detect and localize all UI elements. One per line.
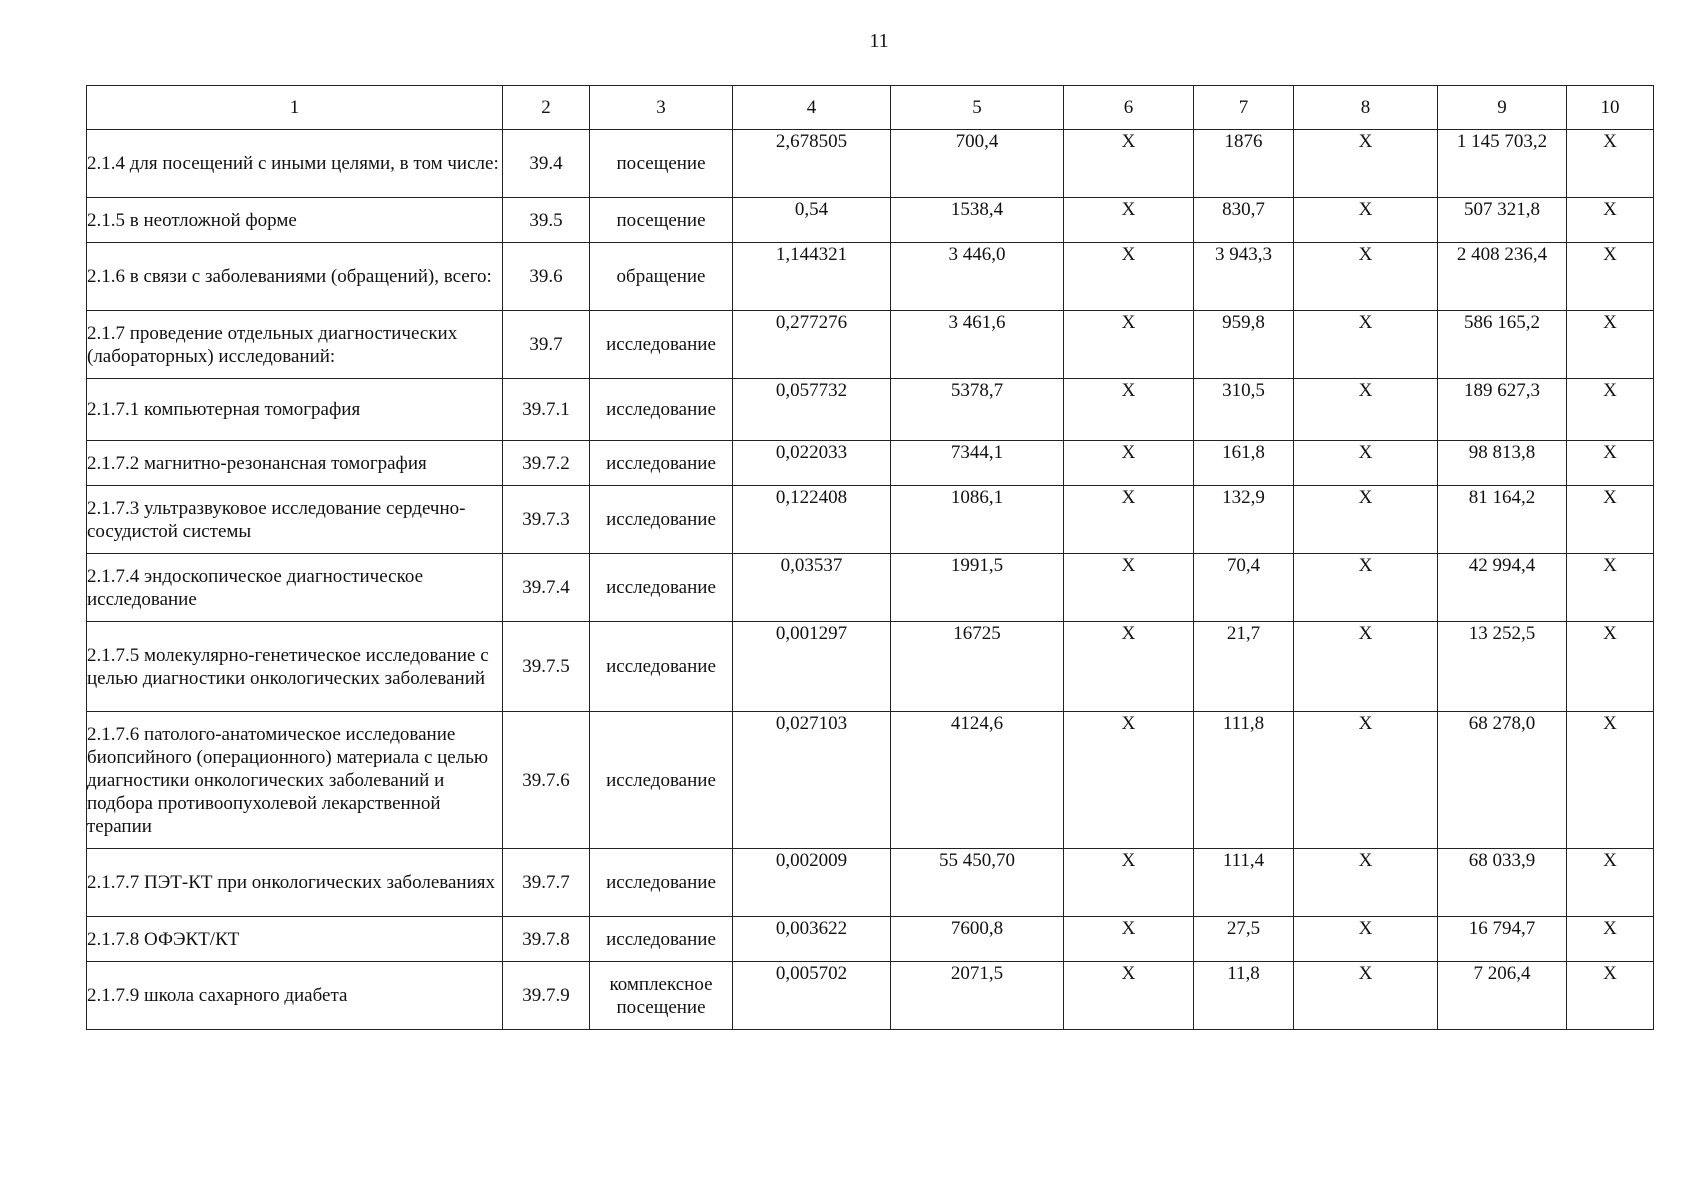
table-row [87,622,1654,712]
row-col7: 27,5 [1194,917,1294,962]
row-col4: 0,277276 [733,311,891,379]
row-col6: X [1064,379,1194,441]
row-col6: X [1064,243,1194,311]
row-col5: 1538,4 [891,198,1064,243]
table-row [87,917,1654,962]
row-col8: X [1294,311,1438,379]
row-unit: исследование [590,379,733,441]
row-col4: 0,022033 [733,441,891,486]
row-col8: X [1294,622,1438,712]
row-col7: 111,8 [1194,712,1294,849]
table-row [87,198,1654,243]
row-name: 2.1.7.1 компьютерная томография [87,379,503,441]
row-name: 2.1.5 в неотложной форме [87,198,503,243]
row-col4: 0,54 [733,198,891,243]
row-col5: 1991,5 [891,554,1064,622]
row-col5: 55 450,70 [891,849,1064,917]
row-code: 39.7.9 [503,962,590,1030]
row-col9: 98 813,8 [1438,441,1567,486]
table-row [87,243,1654,311]
row-col10: X [1567,379,1654,441]
row-name: 2.1.7.5 молекулярно-генетическое исследование с целью диагностики онкологических заболеваний [87,622,503,712]
row-col8: X [1294,198,1438,243]
row-col7: 111,4 [1194,849,1294,917]
row-name: 2.1.7.6 патолого-анатомическое исследование биопсийного (операционного) материала с целью диагностики онкологических заболеваний и подбора противоопухолевой лекарственной терапии [87,712,503,849]
row-col7: 3 943,3 [1194,243,1294,311]
row-unit: исследование [590,849,733,917]
row-col9: 1 145 703,2 [1438,130,1567,198]
row-col10: X [1567,622,1654,712]
table-row [87,712,1654,849]
row-col5: 16725 [891,622,1064,712]
row-name: 2.1.7.3 ультразвуковое исследование сердечно-сосудистой системы [87,486,503,554]
header-cell: 8 [1294,86,1438,130]
row-col9: 68 278,0 [1438,712,1567,849]
page-number: 11 [869,30,889,52]
row-col9: 507 321,8 [1438,198,1567,243]
row-col9: 16 794,7 [1438,917,1567,962]
header-cell: 9 [1438,86,1567,130]
row-col5: 4124,6 [891,712,1064,849]
row-unit: исследование [590,917,733,962]
row-col5: 3 446,0 [891,243,1064,311]
row-col8: X [1294,849,1438,917]
row-code: 39.6 [503,243,590,311]
row-col4: 1,144321 [733,243,891,311]
header-cell: 5 [891,86,1064,130]
row-col5: 1086,1 [891,486,1064,554]
table-row [87,379,1654,441]
row-col6: X [1064,486,1194,554]
row-code: 39.7 [503,311,590,379]
row-col6: X [1064,712,1194,849]
header-cell: 1 [87,86,503,130]
table-row [87,441,1654,486]
table-row [87,486,1654,554]
row-col7: 132,9 [1194,486,1294,554]
table-row [87,130,1654,198]
row-code: 39.7.3 [503,486,590,554]
row-name: 2.1.6 в связи с заболеваниями (обращений), всего: [87,243,503,311]
row-col7: 70,4 [1194,554,1294,622]
row-unit: исследование [590,622,733,712]
row-col9: 189 627,3 [1438,379,1567,441]
row-col6: X [1064,554,1194,622]
data-table [86,85,1654,1030]
row-col6: X [1064,917,1194,962]
row-col9: 13 252,5 [1438,622,1567,712]
row-name: 2.1.7.9 школа сахарного диабета [87,962,503,1030]
row-col4: 0,001297 [733,622,891,712]
row-col5: 7600,8 [891,917,1064,962]
table-row [87,849,1654,917]
row-col6: X [1064,198,1194,243]
row-col8: X [1294,379,1438,441]
row-unit: исследование [590,441,733,486]
row-col8: X [1294,712,1438,849]
row-col7: 11,8 [1194,962,1294,1030]
row-col7: 161,8 [1194,441,1294,486]
row-col6: X [1064,622,1194,712]
row-unit: исследование [590,554,733,622]
row-col4: 0,122408 [733,486,891,554]
row-col4: 0,005702 [733,962,891,1030]
header-cell: 10 [1567,86,1654,130]
row-col9: 586 165,2 [1438,311,1567,379]
row-code: 39.7.1 [503,379,590,441]
row-code: 39.7.4 [503,554,590,622]
row-col10: X [1567,712,1654,849]
row-col9: 68 033,9 [1438,849,1567,917]
row-code: 39.7.7 [503,849,590,917]
row-col7: 830,7 [1194,198,1294,243]
header-cell: 4 [733,86,891,130]
row-col7: 1876 [1194,130,1294,198]
row-unit: исследование [590,486,733,554]
row-code: 39.7.8 [503,917,590,962]
row-col8: X [1294,243,1438,311]
row-name: 2.1.7.2 магнитно-резонансная томография [87,441,503,486]
header-row [87,86,1654,130]
row-unit: исследование [590,311,733,379]
row-col10: X [1567,849,1654,917]
row-col4: 0,057732 [733,379,891,441]
header-cell: 6 [1064,86,1194,130]
row-name: 2.1.7.7 ПЭТ-КТ при онкологических заболеваниях [87,849,503,917]
row-code: 39.7.2 [503,441,590,486]
row-col4: 0,002009 [733,849,891,917]
row-col5: 5378,7 [891,379,1064,441]
row-name: 2.1.4 для посещений с иными целями, в том числе: [87,130,503,198]
row-col10: X [1567,962,1654,1030]
table-row [87,311,1654,379]
row-col10: X [1567,243,1654,311]
row-unit: посещение [590,198,733,243]
header-cell: 7 [1194,86,1294,130]
row-col10: X [1567,130,1654,198]
table-row [87,554,1654,622]
row-unit: комплексное посещение [590,962,733,1030]
row-code: 39.5 [503,198,590,243]
row-unit: исследование [590,712,733,849]
row-col6: X [1064,311,1194,379]
row-code: 39.7.6 [503,712,590,849]
row-unit: посещение [590,130,733,198]
row-col5: 700,4 [891,130,1064,198]
row-col8: X [1294,130,1438,198]
row-col8: X [1294,917,1438,962]
row-col4: 0,003622 [733,917,891,962]
row-col10: X [1567,311,1654,379]
row-col4: 0,03537 [733,554,891,622]
header-cell: 3 [590,86,733,130]
row-col9: 7 206,4 [1438,962,1567,1030]
row-col9: 81 164,2 [1438,486,1567,554]
row-col5: 2071,5 [891,962,1064,1030]
row-col8: X [1294,554,1438,622]
row-col4: 2,678505 [733,130,891,198]
row-col10: X [1567,198,1654,243]
row-col10: X [1567,486,1654,554]
row-col7: 959,8 [1194,311,1294,379]
header-cell: 2 [503,86,590,130]
row-name: 2.1.7.8 ОФЭКТ/КТ [87,917,503,962]
row-col5: 3 461,6 [891,311,1064,379]
row-col10: X [1567,441,1654,486]
row-col6: X [1064,130,1194,198]
row-col8: X [1294,486,1438,554]
row-col6: X [1064,849,1194,917]
row-col9: 2 408 236,4 [1438,243,1567,311]
row-col8: X [1294,962,1438,1030]
row-col5: 7344,1 [891,441,1064,486]
row-col7: 310,5 [1194,379,1294,441]
row-name: 2.1.7 проведение отдельных диагностических (лабораторных) исследований: [87,311,503,379]
row-col9: 42 994,4 [1438,554,1567,622]
row-col10: X [1567,554,1654,622]
row-unit: обращение [590,243,733,311]
row-col4: 0,027103 [733,712,891,849]
row-col6: X [1064,962,1194,1030]
row-name: 2.1.7.4 эндоскопическое диагностическое исследование [87,554,503,622]
row-col8: X [1294,441,1438,486]
row-code: 39.4 [503,130,590,198]
row-col7: 21,7 [1194,622,1294,712]
row-code: 39.7.5 [503,622,590,712]
table-row [87,962,1654,1030]
row-col10: X [1567,917,1654,962]
row-col6: X [1064,441,1194,486]
